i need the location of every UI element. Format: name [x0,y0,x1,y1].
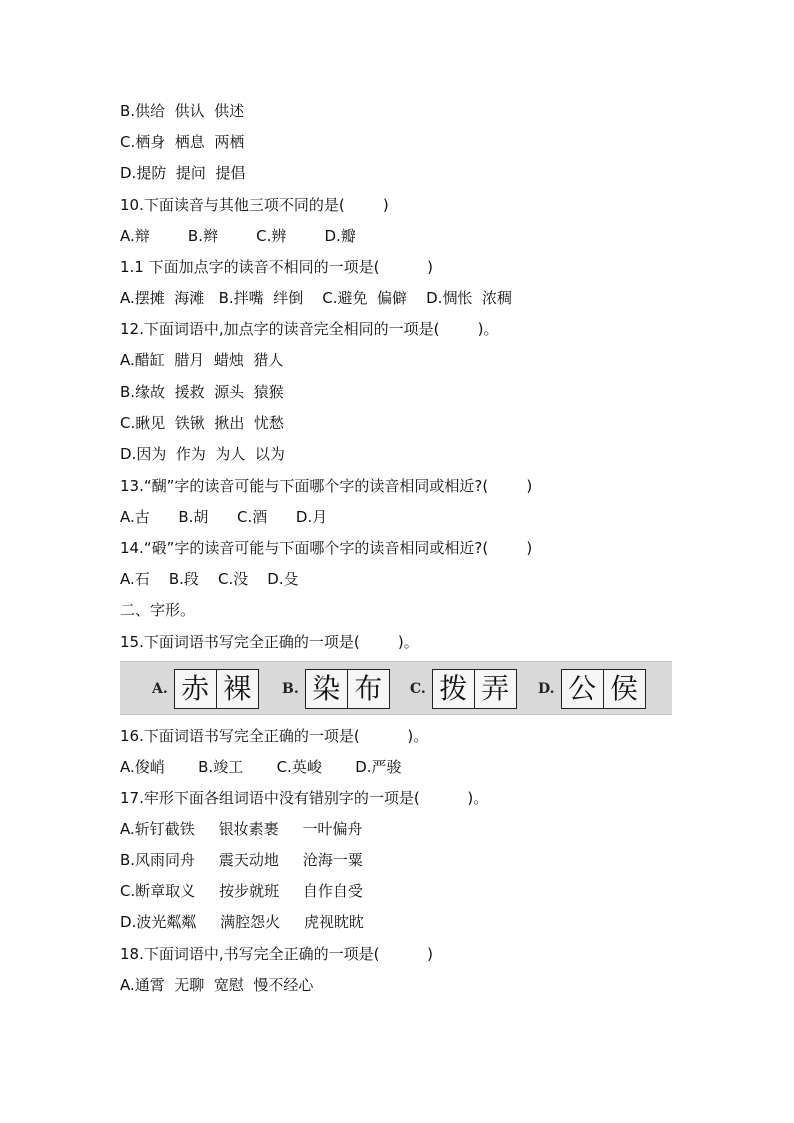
grid-char: 裸 [216,670,258,708]
q13-options: A.古 B.胡 C.酒 D.月 [120,508,328,526]
q17-stem: 17.牢形下面各组词语中没有错别字的一项是( )。 [120,789,489,807]
q9-option-b: B.供给 供认 供述 [120,102,245,120]
q18-stem: 18.下面词语中,书写完全正确的一项是( ) [120,945,434,963]
q13-stem: 13.“醐”字的读音可能与下面哪个字的读音相同或相近?( ) [120,477,533,495]
tian-grid [174,669,259,709]
q17-option-a: A.斩钉截铁 银妆素裹 一叶偏舟 [120,820,363,838]
q15-handwriting-image [120,661,672,715]
q15-option-a: A. 赤 裸 [152,662,259,716]
q17-option-c: C.断章取义 按步就班 自作自受 [120,882,363,900]
q17-option-b: B.风雨同舟 震天动地 沧海一粟 [120,851,363,869]
q18-option-a: A.通霄 无聊 宽慰 慢不经心 [120,976,314,994]
tian-grid [305,669,390,709]
tian-grid [561,669,646,709]
q11-stem: 1.1 下面加点字的读音不相同的一项是( ) [120,258,434,276]
q11-options: A.摆摊 海滩 B.拌嘴 绊倒 C.避免 偏僻 D.惆怅 浓稠 [120,289,512,307]
grid-char: 侯 [603,670,645,708]
q12-option-d: D.因为 作为 为人 以为 [120,445,285,463]
q9-option-c: C.栖身 栖息 两栖 [120,133,245,151]
q15-option-d: D. 公 侯 [538,662,646,716]
grid-char: 赤 [181,672,210,705]
q15-option-c: C. 拨 弄 [410,662,517,716]
q16-stem: 16.下面词语书写完全正确的一项是( )。 [120,727,429,745]
q14-options: A.石 B.段 C.没 D.殳 [120,570,299,588]
grid-char: 染 [312,672,341,705]
grid-char: 公 [568,672,597,705]
section-heading-glyphs: 二、字形。 [120,601,196,619]
q12-option-c: C.瞅见 铁锹 揪出 忧愁 [120,414,284,432]
q12-option-b: B.缘故 援救 源头 猿猴 [120,383,284,401]
grid-char: 布 [347,670,389,708]
q10-options: A.辩 B.辫 C.辨 D.瓣 [120,227,356,245]
q15-option-b: B. 染 布 [282,662,390,716]
q14-stem: 14.“碫”字的读音可能与下面哪个字的读音相同或相近?( ) [120,539,533,557]
q12-stem: 12.下面词语中,加点字的读音完全相同的一项是( )。 [120,320,499,338]
grid-char: 拨 [439,672,468,705]
q12-option-a: A.醋缸 腊月 蜡烛 猎人 [120,351,284,369]
grid-char: 弄 [474,670,516,708]
q9-option-d: D.提防 提问 提倡 [120,164,246,182]
q10-stem: 10.下面读音与其他三项不同的是( ) [120,196,389,214]
q17-option-d: D.波光粼粼 满腔怨火 虎视眈眈 [120,913,365,931]
q15-stem: 15.下面词语书写完全正确的一项是( )。 [120,633,419,651]
q16-options: A.俊峭 B.竣工 C.英峻 D.严骏 [120,758,402,776]
tian-grid [432,669,517,709]
